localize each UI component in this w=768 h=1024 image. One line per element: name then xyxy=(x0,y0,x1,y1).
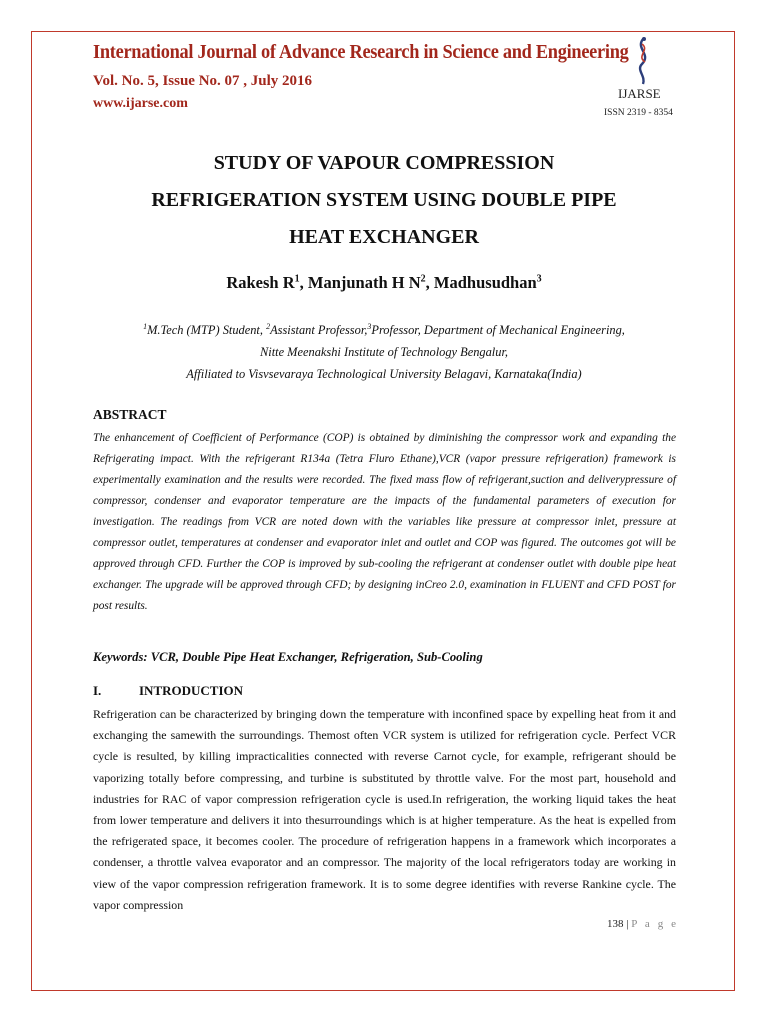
author-name: Manjunath H N xyxy=(307,273,421,292)
ijarse-logo-icon xyxy=(628,36,658,86)
abstract-text xyxy=(93,428,676,617)
affiliation-line: Affiliated to Visvsevaraya Technological University Belagavi, Karnataka(India) xyxy=(186,367,582,382)
author-name: Rakesh R xyxy=(226,273,295,292)
journal-url: www.ijarse.com xyxy=(93,96,188,111)
affiliation-line: Nitte Meenakshi Institute of Technology Bengalur, xyxy=(259,345,508,360)
author-sup: 2 xyxy=(420,273,426,285)
introduction-paragraph: Refrigeration can be characterized by bringing down the temperature with inconfined space by expelling heat from it and exchanging the samewith the surroundings. Themost often VCR system is utilized for refrigeration cycle. Perfect VCR cycle is resulted, by killing impracticalities connected with reverse Carnot cycle, for example, refrigerant should be vaporizing totally before compressing, and turbine is substituted by throttle valve. For the most part, household and industries for RAC of vapor compression refrigeration cycle is used.In refrigeration, the working liquid takes the heat from lower temperature and delivers it into thesurroundings which is at higher temperature. As the heat is expelled from the refrigerated space, it becomes cooler. The procedure of refrigeration happens in a framework which incorporates a condenser, a throttle valvea evaporator and an compressor. The majority of the local refrigerators today are working in view of the vapor compression refrigeration framework. It is to some degree identifies with reverse Rankine cycle. The vapor compression xyxy=(93,707,676,912)
page-word: P a g e xyxy=(631,918,679,930)
affiliation-text: Assistant Professor, xyxy=(270,323,368,338)
author-sup: 3 xyxy=(536,273,542,285)
affiliation-sup: 2 xyxy=(266,322,271,331)
affiliation-text: M.Tech (MTP) Student, xyxy=(147,323,267,338)
affiliation-sup: 3 xyxy=(367,322,372,331)
footer-separator: | xyxy=(626,918,629,930)
abstract-heading: ABSTRACT xyxy=(93,407,167,422)
affiliation xyxy=(80,316,688,385)
author-name: Madhusudhan xyxy=(433,273,537,292)
page-number: 138 xyxy=(607,918,624,930)
section-title: INTRODUCTION xyxy=(139,683,244,698)
paper-title xyxy=(90,145,678,256)
title-line: REFRIGERATION SYSTEM USING DOUBLE PIPE xyxy=(151,189,617,211)
abstract-paragraph: The enhancement of Coefficient of Performance (COP) is obtained by diminishing the compressor work and expanding the Refrigerating impact. With the refrigerant R134a (Tetra Fluro Ethane),VCR (vapor pressure refrigeration) framework is experimentally examination and the results were recorded. The fixed mass flow of refrigerant,suction and deliverypressure of compressor, condenser and evaporator temperature are the impacts of the fundamental parameters of execution for investigation. The readings from VCR are noted down with the variables like pressure at compressor inlet, pressure at compressor outlet, temperatures at condenser and evaporator inlet and outlet and COP was figured. The outcomes got will be approved through CFD. Further the COP is improved by sub-cooling the refrigerant at condenser outlet with double pipe heat exchanger. The upgrade will be approved through CFD; by designing inCreo 2.0, examination in FLUENT and CFD POST for post results. xyxy=(93,432,676,612)
author-sup: 1 xyxy=(294,273,300,285)
author-list xyxy=(90,273,678,293)
title-line: STUDY OF VAPOUR COMPRESSION xyxy=(213,152,555,174)
section-number: I. xyxy=(93,683,102,698)
introduction-text xyxy=(93,704,676,916)
issn: ISSN 2319 - 8354 xyxy=(604,108,673,118)
affiliation-sup: 1 xyxy=(143,322,148,331)
journal-issue: Vol. No. 5, Issue No. 07 , July 2016 xyxy=(93,73,313,89)
journal-title: International Journal of Advance Research in Science and Engineering xyxy=(93,42,629,63)
affiliation-text: Professor, Department of Mechanical Engineering, xyxy=(371,323,625,338)
keywords: Keywords: VCR, Double Pipe Heat Exchanger, Refrigeration, Sub-Cooling xyxy=(93,650,483,664)
page-footer xyxy=(607,918,679,930)
author-separator: , xyxy=(425,273,434,292)
affiliation-line xyxy=(80,316,688,341)
title-line: HEAT EXCHANGER xyxy=(289,226,479,248)
author-separator: , xyxy=(299,273,308,292)
logo-text: IJARSE xyxy=(618,86,661,101)
